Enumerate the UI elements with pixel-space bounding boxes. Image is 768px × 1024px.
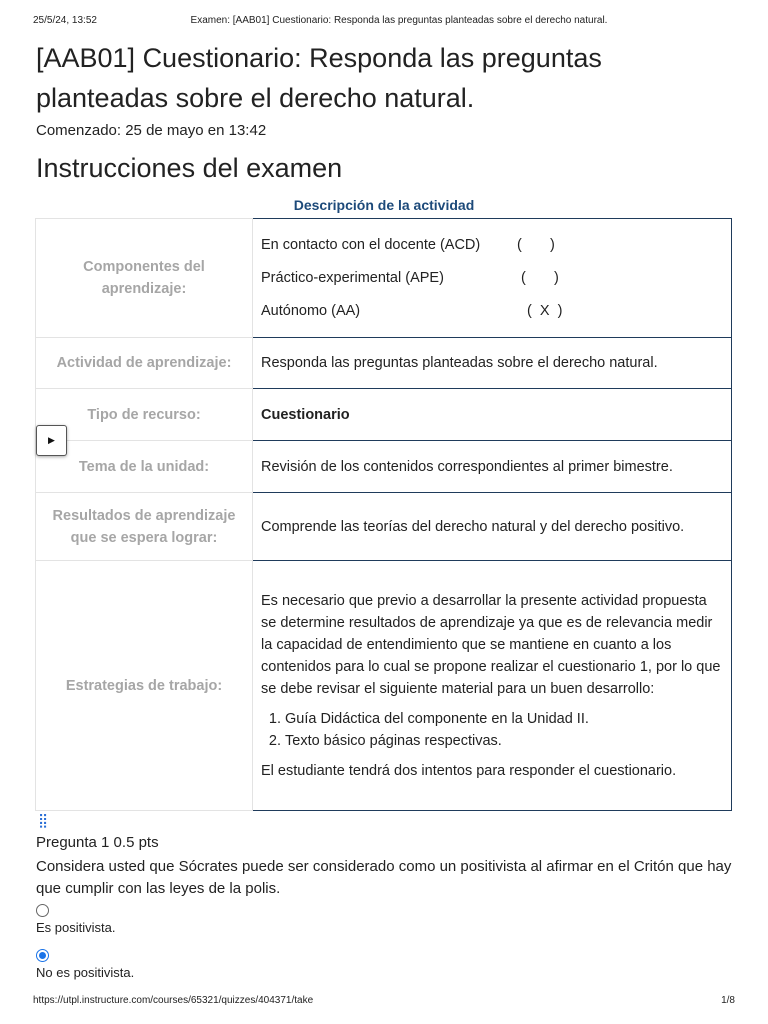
strategies-intro: Es necesario que previo a desarrollar la presente actividad propuesta se determine resultados de aprendizaje ya que es de relevancia medir la capacidad de entendimiento que se mantiene en cuanto a los contenidos para lo cual se propone realizar el cuestionario 1, por lo que se debe revisar el siguiente material para un buen desarrollo: xyxy=(261,592,721,697)
answer-radio-no-es-positivista[interactable] xyxy=(36,949,49,962)
answer-radio-es-positivista[interactable] xyxy=(36,904,49,917)
learning-results-value: Comprende las teorías del derecho natural y del derecho positivo. xyxy=(253,493,732,561)
strategies-list xyxy=(261,708,723,752)
modality-mark: ( X ) xyxy=(527,302,563,319)
modality-name: Práctico-experimental (APE) xyxy=(261,269,444,286)
unit-topic-value: Revisión de los contenidos correspondientes al primer bimestre. xyxy=(253,441,732,493)
activity-description-caption: Descripción de la actividad xyxy=(293,197,475,213)
list-item: 1. Guía Didáctica del componente en la Unidad II. xyxy=(285,708,723,730)
print-footer xyxy=(33,995,735,1009)
work-strategies-value xyxy=(253,561,732,811)
modality-name: Autónomo (AA) xyxy=(261,302,361,319)
table-row xyxy=(36,219,732,338)
answer-label[interactable]: No es positivista. xyxy=(36,965,135,980)
activity-description-table xyxy=(35,218,732,811)
modality-aa xyxy=(261,295,723,328)
question-text: Considera usted que Sócrates puede ser considerado como un positivista al afirmar en el Critón que hay que cumplir con las leyes de la polis. xyxy=(36,858,732,897)
print-page-title: Examen: [AAB01] Cuestionario: Responda las preguntas planteadas sobre el derecho natural. xyxy=(190,15,608,26)
activity-value: Responda las preguntas planteadas sobre el derecho natural. xyxy=(253,338,732,389)
play-icon: ▶ xyxy=(48,435,55,445)
quiz-title: [AAB01] Cuestionario: Responda las preguntas planteadas sobre el derecho natural. xyxy=(36,43,602,113)
strategies-outro: El estudiante tendrá dos intentos para responder el cuestionario. xyxy=(261,762,677,779)
learning-results-label: Resultados de aprendizaje que se espera lograr: xyxy=(36,493,253,561)
drag-handle-icon[interactable]: ⣿ xyxy=(38,812,49,828)
table-row xyxy=(36,338,732,389)
modality-mark: ( ) xyxy=(517,236,555,253)
question-header: Pregunta 1 0.5 pts xyxy=(36,834,159,851)
table-row xyxy=(36,441,732,493)
resource-type-value: Cuestionario xyxy=(253,389,732,441)
resource-type-label: Tipo de recurso: xyxy=(36,389,253,441)
unit-topic-label: Tema de la unidad: xyxy=(36,441,253,493)
answer-label[interactable]: Es positivista. xyxy=(36,920,116,935)
quiz-started-time: Comenzado: 25 de mayo en 13:42 xyxy=(36,122,267,139)
work-strategies-label: Estrategias de trabajo: xyxy=(36,561,253,811)
page-url: https://utpl.instructure.com/courses/65321/quizzes/404371/take xyxy=(33,995,314,1006)
modality-mark: ( ) xyxy=(521,269,559,286)
modality-name: En contacto con el docente (ACD) xyxy=(261,236,481,253)
print-header xyxy=(33,15,735,29)
modality-ape xyxy=(261,262,723,295)
activity-label: Actividad de aprendizaje: xyxy=(36,338,253,389)
instructions-title: Instrucciones del examen xyxy=(36,153,343,183)
components-value xyxy=(253,219,732,338)
modality-acd xyxy=(261,229,723,262)
components-label: Componentes del aprendizaje: xyxy=(36,219,253,338)
list-item: 2. Texto básico páginas respectivas. xyxy=(285,730,723,752)
print-datetime: 25/5/24, 13:52 xyxy=(33,15,97,26)
play-button[interactable] xyxy=(36,425,67,456)
table-row xyxy=(36,561,732,811)
page-number: 1/8 xyxy=(721,995,735,1006)
table-row xyxy=(36,493,732,561)
table-row xyxy=(36,389,732,441)
